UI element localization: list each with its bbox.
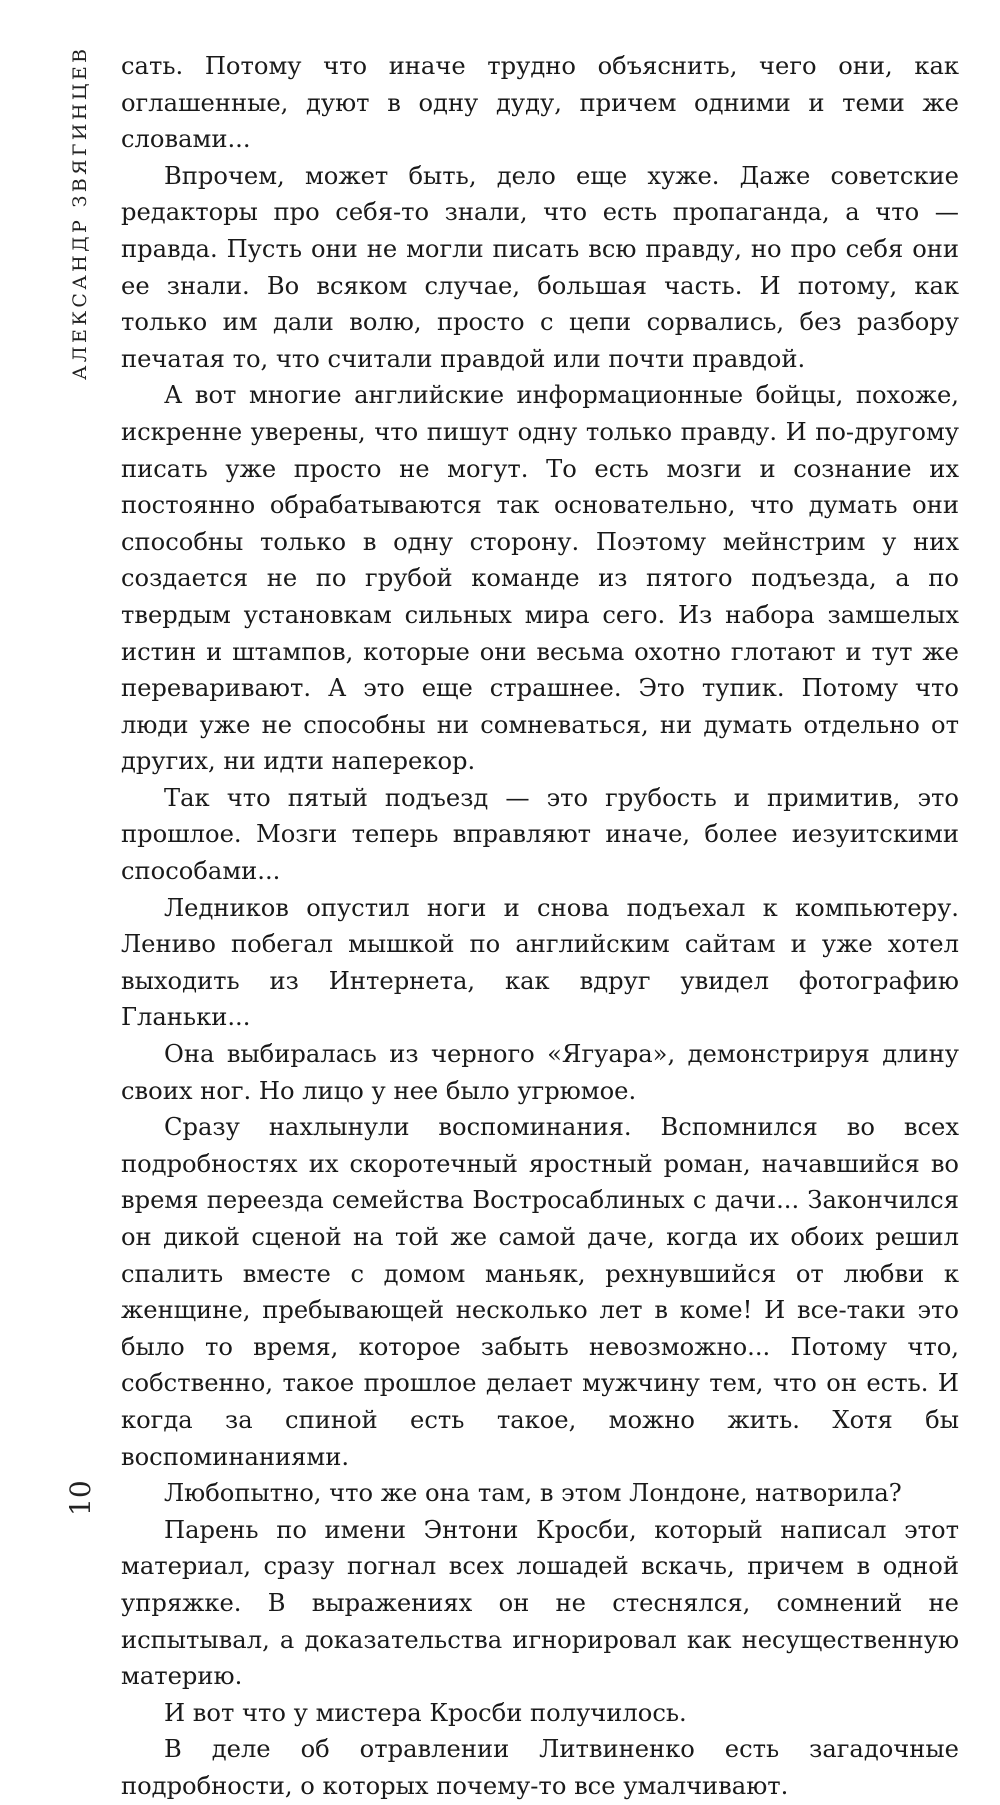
page-number-text: 10 [64, 1480, 97, 1516]
paragraph: В деле об отравлении Литвиненко есть загадочные подробности, о которых почему-то все умалчивают. [121, 1735, 959, 1800]
paragraph: Так что пятый подъезд — это грубость и примитив, это прошлое. Мозги теперь вправляют иначе, более иезуитскими способами... [121, 783, 959, 886]
paragraph: Ледников опустил ноги и снова подъехал к компьютеру. Лениво побегал мышкой по английским сайтам и уже хотел выходить из Интернета, как вдруг увидел фотографию Гланьки... [121, 893, 959, 1032]
paragraph: Она выбиралась из черного «Ягуара», демонстрируя длину своих ног. Но лицо у нее было угрюмое. [121, 1040, 959, 1105]
paragraph: И вот что у мистера Кросби получилось. [164, 1698, 687, 1727]
paragraph-continued: сать. Потому что иначе трудно объяснить, чего они, как оглашенные, дуют в одну дуду, причем одними и теми же словами... [121, 52, 959, 154]
paragraph: Любопытно, что же она там, в этом Лондоне, натворила? [164, 1479, 902, 1508]
paragraph: А вот многие английские информационные бойцы, похоже, искренне уверены, что пишут одну только правду. И по-другому писать уже просто не могут. То есть мозги и сознание их постоянно обрабатываются так основательно, что думать они способны только в одну сторону. Поэтому мейнстрим у них создается не по грубой команде из пятого подъезда, а по твердым установкам сильных мира сего. Из набора замшелых истин и штампов, которые они весьма охотно глотают и тут же переваривают. А это еще страшнее. Это тупик. Потому что люди уже не способны ни сомневаться, ни думать отдельно от других, ни идти наперекор. [121, 381, 959, 776]
author-name: АЛЕКСАНДР ЗВЯГИНЦЕВ [69, 45, 91, 380]
page-number [58, 1470, 98, 1530]
paragraph: Парень по имени Энтони Кросби, который написал этот материал, сразу погнал всех лошадей вскачь, причем в одной упряжке. В выражениях он не стеснялся, сомнений не испытывал, а доказательства игнорировал как несущественную материю. [121, 1515, 959, 1691]
paragraph: Сразу нахлынули воспоминания. Вспомнился во всех подробностях их скоротечный яростный роман, начавшийся во время переезда семейства Востросаблиных с дачи... Закончился он дикой сценой на той же самой даче, когда их обоих решил спалить вместе с домом маньяк, рехнувшийся от любви к женщине, пребывающей несколько лет в коме! И все-таки это было то время, которое забыть невозможно... Потому что, собственно, такое прошлое делает мужчину тем, что он есть. И когда за спиной есть такое, можно жить. Хотя бы воспоминаниями. [121, 1113, 959, 1471]
body-text [121, 48, 959, 1805]
paragraph: Впрочем, может быть, дело еще хуже. Даже советские редакторы про себя-то знали, что есть пропаганда, а что — правда. Пусть они не могли писать всю правду, но про себя они ее знали. Во всяком случае, большая часть. И потому, как только им дали волю, просто с цепи сорвались, без разбору печатая то, что считали правдой или почти правдой. [121, 161, 959, 373]
